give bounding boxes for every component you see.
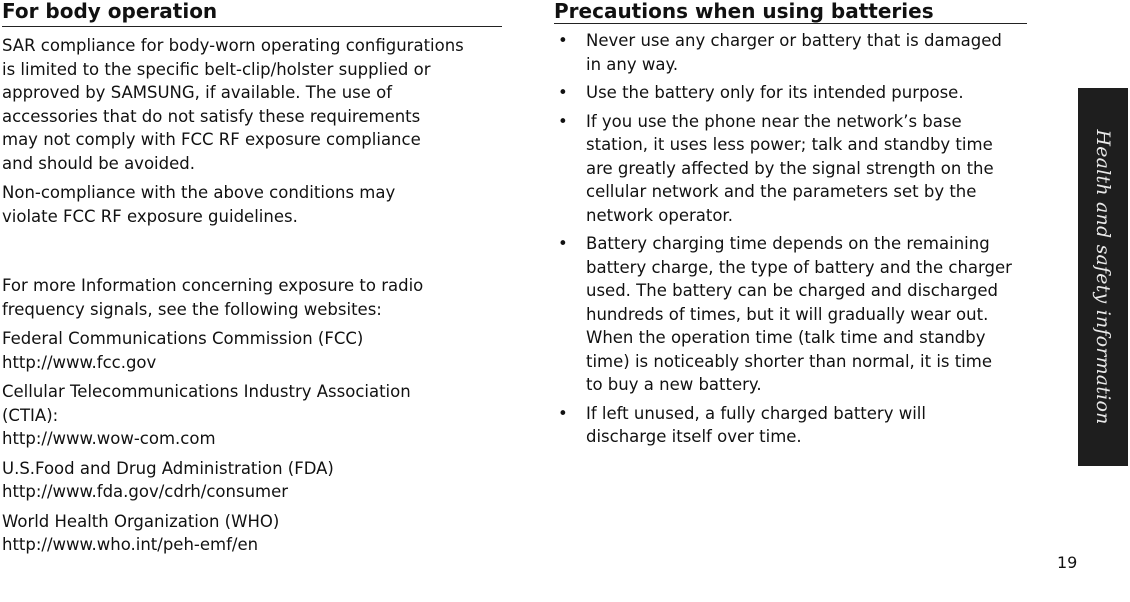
list-item <box>556 402 1056 449</box>
bullet-icon: • <box>558 111 568 131</box>
resource-name: Federal Communications Commission (FCC) <box>2 329 364 348</box>
text-line: If you use the phone near the network’s base <box>586 111 962 131</box>
text-line: and should be avoided. <box>2 153 195 173</box>
text-line: violate FCC RF exposure guidelines. <box>2 206 298 226</box>
list-item <box>556 110 1056 228</box>
section-side-tab-label: Health and safety information <box>1092 129 1114 425</box>
bullet-icon: • <box>558 403 568 423</box>
resource-fcc <box>2 327 502 374</box>
text-line: SAR compliance for body-worn operating configurations <box>2 36 464 55</box>
text-line: discharge itself over time. <box>586 427 802 446</box>
paragraph-more-information <box>2 274 502 321</box>
right-heading: Precautions when using batteries <box>554 0 934 23</box>
text-line: station, it uses less power; talk and standby time <box>586 135 993 154</box>
text-line: When the operation time (talk time and standby <box>586 328 986 347</box>
left-heading: For body operation <box>2 0 218 23</box>
bullet-icon: • <box>558 83 568 102</box>
resource-url[interactable]: http://www.fda.gov/cdrh/consumer <box>2 482 289 501</box>
bullet-icon: • <box>558 234 568 253</box>
resource-url[interactable]: http://www.who.int/peh-emf/en <box>2 535 259 554</box>
right-heading-rule <box>554 23 1027 24</box>
resource-name: (CTIA): <box>2 405 59 425</box>
text-line: Non-compliance with the above conditions may <box>2 183 396 202</box>
text-line: in any way. <box>586 54 679 74</box>
paragraph-non-compliance <box>2 181 502 228</box>
text-line: Battery charging time depends on the remaining <box>586 234 990 253</box>
text-line: used. The battery can be charged and discharged <box>586 281 998 300</box>
left-column <box>2 34 502 563</box>
list-item <box>556 29 1056 76</box>
text-line: to buy a new battery. <box>586 375 762 394</box>
text-line: frequency signals, see the following websites: <box>2 299 382 319</box>
text-line: If left unused, a fully charged battery will <box>586 403 926 423</box>
list-item <box>556 81 1056 105</box>
page-number: 19 <box>1057 553 1078 572</box>
text-line: time) is noticeably shorter than normal, it is time <box>586 351 993 371</box>
text-line: hundreds of times, but it will gradually wear out. <box>586 304 989 324</box>
text-line: network operator. <box>586 205 733 225</box>
text-line: cellular network and the parameters set by the <box>586 182 977 201</box>
bullet-icon: • <box>558 31 568 50</box>
resource-name: Cellular Telecommunications Industry Association <box>2 382 411 401</box>
text-line: is limited to the specific belt-clip/holster supplied or <box>2 59 431 79</box>
resource-name: World Health Organization (WHO) <box>2 511 280 531</box>
section-side-tab <box>1078 88 1128 466</box>
left-heading-rule <box>2 26 502 27</box>
text-line: may not comply with FCC RF exposure compliance <box>2 130 421 149</box>
text-line: Use the battery only for its intended purpose. <box>586 83 964 102</box>
resource-name: U.S.Food and Drug Administration (FDA) <box>2 458 334 478</box>
resource-ctia <box>2 380 502 451</box>
resource-fda <box>2 457 502 504</box>
list-item <box>556 232 1056 397</box>
text-line: approved by SAMSUNG, if available. The use of <box>2 83 393 102</box>
text-line: For more Information concerning exposure to radio <box>2 276 424 295</box>
resource-url[interactable]: http://www.fcc.gov <box>2 352 157 372</box>
text-line: battery charge, the type of battery and the charger <box>586 257 1012 277</box>
resource-who <box>2 510 502 557</box>
right-column <box>556 29 1056 454</box>
resource-url[interactable]: http://www.wow-com.com <box>2 429 216 448</box>
paragraph-sar-compliance <box>2 34 502 175</box>
battery-precautions-list <box>556 29 1056 449</box>
text-line: are greatly affected by the signal strength on the <box>586 158 994 178</box>
text-line: Never use any charger or battery that is damaged <box>586 31 1002 50</box>
text-line: accessories that do not satisfy these requirements <box>2 106 421 126</box>
